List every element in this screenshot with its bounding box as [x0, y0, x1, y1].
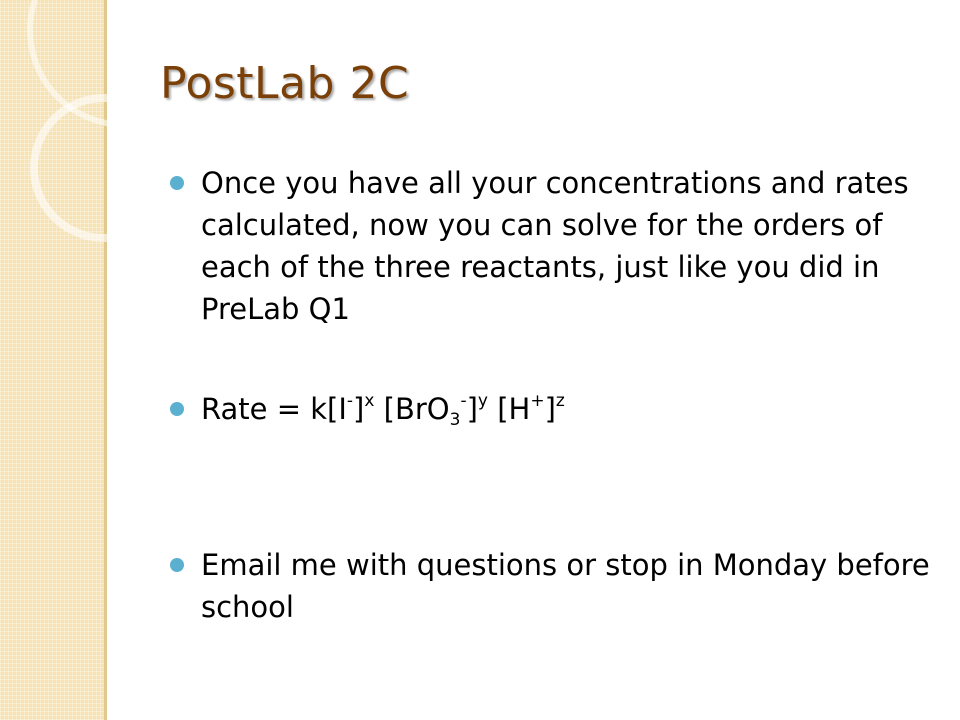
bullet-dot-icon [170, 176, 184, 190]
eq-exponent-y: y [477, 391, 488, 411]
slide-title: PostLab 2C [160, 58, 410, 109]
rate-equation [201, 388, 930, 430]
eq-bromate-charge: - [460, 391, 467, 411]
eq-prefix: Rate = k[I [201, 392, 347, 426]
eq-exponent-z: z [555, 391, 565, 411]
eq-bromate-open: [BrO [374, 392, 450, 426]
inner-ring [34, 98, 174, 238]
bullet-text: Email me with questions or stop in Monday before school [201, 548, 930, 624]
eq-iodide-charge: - [346, 391, 354, 411]
bullet-item-instructions [170, 162, 930, 330]
bullet-text: Once you have all your concentrations and rates calculated, now you can solve for the orders of each of the three reactants, just like you did in PreLab Q1 [201, 166, 909, 326]
eq-bromate-subscript: 3 [449, 410, 461, 430]
bullet-item-rate-equation [170, 388, 930, 430]
bullet-dot-icon [170, 558, 184, 572]
eq-hydrogen-open: [H [487, 392, 531, 426]
eq-hydrogen-charge: + [530, 391, 545, 411]
bullet-item-contact [170, 544, 930, 628]
eq-close-1: ] [353, 392, 365, 426]
bullet-dot-icon [170, 402, 184, 416]
eq-exponent-x: x [364, 391, 375, 411]
eq-close-2: ] [466, 392, 478, 426]
eq-close-3: ] [544, 392, 556, 426]
